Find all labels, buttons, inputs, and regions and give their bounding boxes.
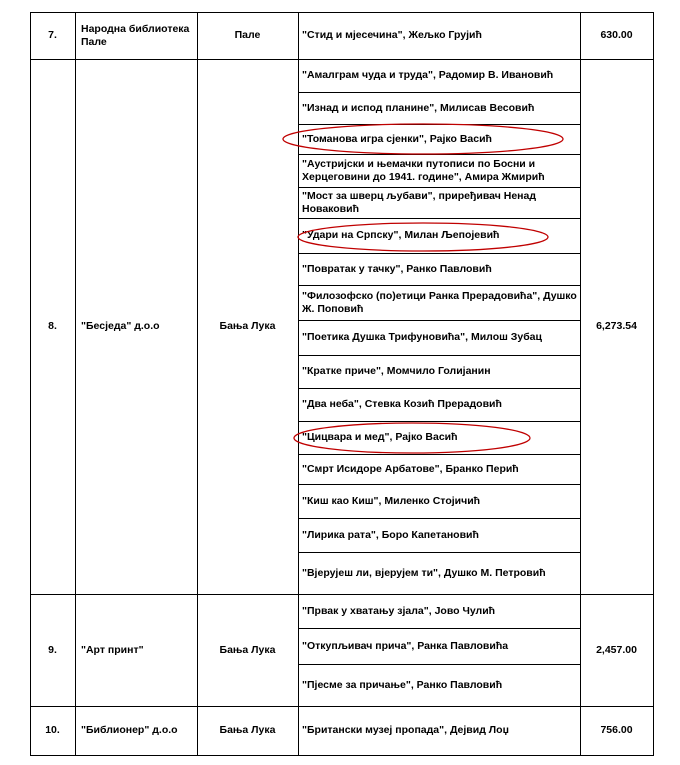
- book-entry: "Кратке приче", Момчило Голијанин: [302, 365, 491, 377]
- book-entry: "Два неба", Стевка Козић Прерадовић: [302, 398, 502, 410]
- book-entry: "Удари на Српску", Милан Љепојевић: [302, 229, 500, 241]
- book-divider: [298, 124, 580, 125]
- city: Бања Лука: [219, 724, 276, 736]
- book-entry: "Аустријски и њемачки путописи по Босни и Херцеговини до 1941. године", Амира Жмирић: [302, 157, 545, 183]
- book-entry: "Пјесме за причање", Ранко Павловић: [302, 678, 503, 691]
- column-border: [653, 12, 654, 755]
- book-divider: [298, 388, 580, 389]
- book-divider: [298, 253, 580, 254]
- book-entry: "Британски музеј пропада", Дејвид Лоџ: [302, 724, 509, 736]
- row-number: 9.: [48, 643, 57, 656]
- publisher-name: "Арт принт": [81, 643, 144, 656]
- publisher-name: Народна библиотека Пале: [81, 22, 190, 48]
- book-divider: [298, 518, 580, 519]
- book-divider: [298, 320, 580, 321]
- book-entry: "Стид и мјесечина", Жељко Грујић: [302, 29, 482, 41]
- book-divider: [298, 454, 580, 455]
- book-entry: "Киш као Киш", Миленко Стојичић: [302, 494, 481, 507]
- amount: 630.00: [600, 29, 633, 41]
- amount: 756.00: [600, 724, 633, 736]
- book-divider: [298, 218, 580, 219]
- book-entry: "Мост за шверц љубави", приређивач Ненад Новаковић: [302, 189, 536, 215]
- book-entry: "Поетика Душка Трифуновића", Милош Зубац: [302, 331, 542, 343]
- book-divider: [298, 355, 580, 356]
- row-number: 8.: [48, 320, 57, 332]
- book-entry: "Откупљивач прича", Ранка Павловића: [302, 639, 509, 652]
- city: Бања Лука: [219, 643, 276, 656]
- publisher-name: "Бесједа" д.о.о: [81, 320, 160, 332]
- book-divider: [298, 484, 580, 485]
- amount: 6,273.54: [596, 320, 637, 332]
- book-divider: [298, 421, 580, 422]
- book-divider: [298, 628, 580, 629]
- book-divider: [298, 664, 580, 665]
- book-divider: [298, 92, 580, 93]
- row-border: [30, 755, 654, 756]
- publisher-name: "Библионер" д.о.о: [81, 724, 178, 736]
- amount: 2,457.00: [596, 643, 637, 656]
- book-divider: [298, 154, 580, 155]
- book-divider: [298, 552, 580, 553]
- book-entry: "Цицвара и мед", Рајко Васић: [302, 431, 458, 443]
- book-entry: "Филозофско (по)етици Ранка Прерадовића", Душко Ж. Поповић: [302, 289, 577, 315]
- row-number: 7.: [48, 29, 57, 41]
- city: Бања Лука: [219, 320, 276, 332]
- book-entry: "Вјерујеш ли, вјерујем ти", Душко М. Петровић: [302, 566, 546, 579]
- book-entry: "Смрт Исидоре Арбатове", Бранко Перић: [302, 462, 519, 475]
- book-entry: "Лирика рата", Боро Капетановић: [302, 528, 479, 541]
- book-entry: "Првак у хватању зјала", Јово Чулић: [302, 604, 496, 617]
- book-divider: [298, 187, 580, 188]
- book-entry: "Изнад и испод планине", Милисав Весовић: [302, 101, 535, 114]
- city: Пале: [234, 29, 261, 41]
- book-divider: [298, 285, 580, 286]
- row-number: 10.: [45, 724, 60, 736]
- book-entry: "Амалграм чуда и труда", Радомир В. Ивановић: [302, 69, 554, 81]
- book-entry: "Томанова игра сјенки", Рајко Васић: [302, 132, 492, 145]
- book-entry: "Повратак у тачку", Ранко Павловић: [302, 262, 492, 275]
- column-border: [75, 12, 76, 755]
